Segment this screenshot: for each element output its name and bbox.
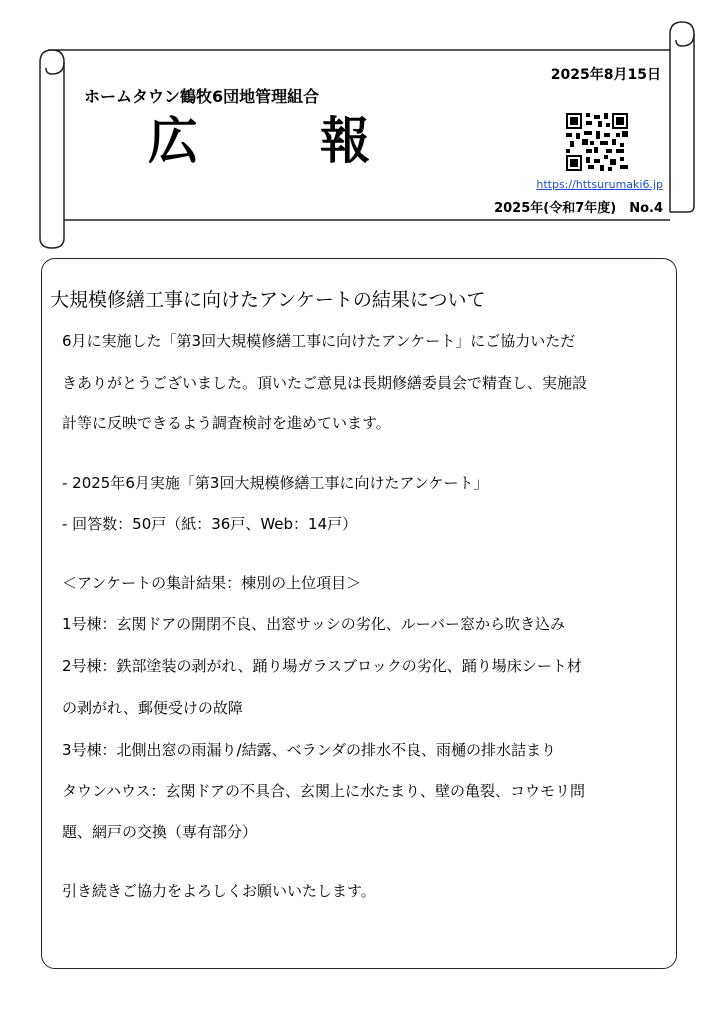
organization-name: ホームタウン鶴牧6団地管理組合 <box>84 87 320 106</box>
issue-date: 2025年8月15日 <box>550 67 661 83</box>
intro-line: 計等に反映できるよう調査検討を進めています。 <box>62 414 391 432</box>
survey-bullet: - 回答数：50戸（紙：36戸、Web：14戸） <box>62 515 358 533</box>
survey-bullet: - 2025年6月実施「第3回大規模修繕工事に向けたアンケート」 <box>62 474 489 492</box>
result-line: の剥がれ、郵便受けの故障 <box>62 699 243 717</box>
article-headline: 大規模修繕工事に向けたアンケートの結果について <box>50 289 486 311</box>
result-line: 2号棟：鉄部塗装の剥がれ、踊り場ガラスブロックの劣化、踊り場床シート材 <box>62 657 582 675</box>
intro-line: きありがとうございました。頂いたご意見は長期修繕委員会で精査し、実施設 <box>62 374 588 392</box>
result-line: 1号棟：玄関ドアの開閉不良、出窓サッシの劣化、ルーバー窓から吹き込み <box>62 615 566 633</box>
issue-number: 2025年(令和7年度) No.4 <box>494 201 663 216</box>
intro-line: 6月に実施した「第3回大規模修繕工事に向けたアンケート」にご協力いただ <box>62 332 576 350</box>
closing-line: 引き続きご協力をよろしくお願いいたします。 <box>62 882 376 900</box>
page-title-char-2: 報 <box>320 112 370 170</box>
result-line: 題、網戸の交換（専有部分） <box>62 823 258 841</box>
results-heading: ＜アンケートの集計結果：棟別の上位項目＞ <box>62 574 362 592</box>
page-title-char-1: 広 <box>148 112 198 170</box>
result-line: 3号棟：北側出窓の雨漏り/結露、ベランダの排水不良、雨樋の排水詰まり <box>62 741 557 759</box>
result-line: タウンハウス：玄関ドアの不具合、玄関上に水たまり、壁の亀裂、コウモリ問 <box>62 782 586 800</box>
qr-code-icon[interactable] <box>566 113 628 171</box>
website-link[interactable]: https://httsurumaki6.jp <box>536 178 663 191</box>
